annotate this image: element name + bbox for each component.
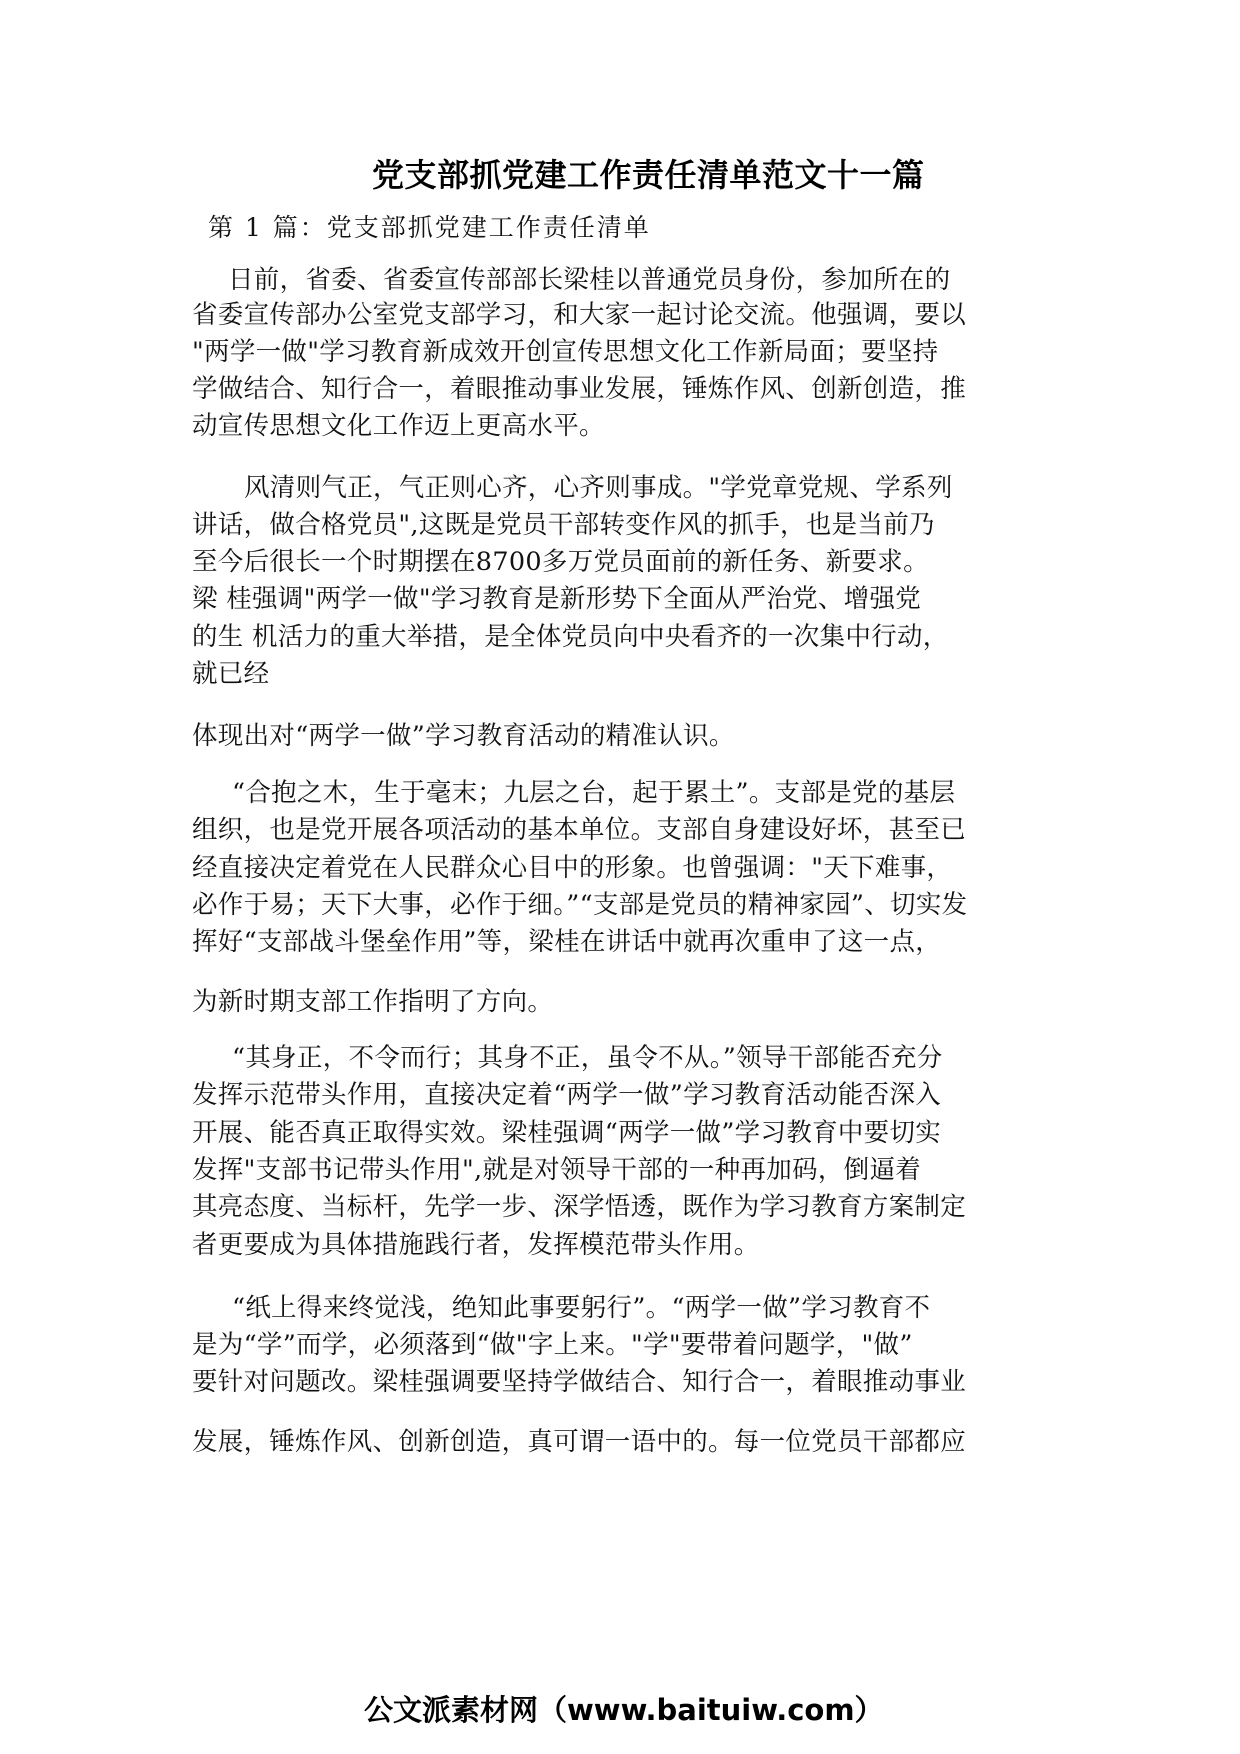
paragraph-line: 日前，省委、省委宣传部部长梁桂以普通党员身份，参加所在的: [228, 265, 951, 295]
paragraph-line: 挥好“支部战斗堡垒作用”等，梁桂在讲话中就再次重申了这一点，: [192, 927, 942, 957]
paragraph-line: 动宣传思想文化工作迈上更高水平。: [192, 411, 605, 441]
paragraph-line: 的生 机活力的重大举措，是全体党员向中央看齐的一次集中行动，: [192, 622, 949, 652]
paragraph-line: “合抱之木，生于毫末；九层之台，起于累土”。支部是党的基层: [232, 778, 956, 808]
paragraph-line: 开展、能否真正取得实效。梁桂强调“两学一做”学习教育中要切实: [192, 1118, 942, 1148]
paragraph-line: “其身正，不令而行；其身不正，虽令不从。”领导干部能否充分: [232, 1043, 943, 1073]
document-title: 党支部抓党建工作责任清单范文十一篇: [372, 156, 925, 194]
paragraph-line: 学做结合、知行合一，着眼推动事业发展，锤炼作风、创新创造，推: [192, 374, 967, 404]
paragraph-line: 组织，也是党开展各项活动的基本单位。支部自身建设好坏，甚至已: [192, 815, 967, 845]
paragraph-line: "两学一做"学习教育新成效开创宣传思想文化工作新局面；要坚持: [192, 337, 939, 367]
paragraph-line: 发挥"支部书记带头作用",就是对领导干部的一种再加码，倒逼着: [192, 1155, 922, 1185]
paragraph-line: 必作于易；天下大事，必作于细。”“支部是党员的精神家园”、切实发: [192, 890, 968, 920]
paragraph-line: 其亮态度、当标杆，先学一步、深学悟透，既作为学习教育方案制定: [192, 1192, 967, 1222]
paragraph-line: 发展，锤炼作风、创新创造，真可谓一语中的。每一位党员干部都应: [192, 1427, 967, 1457]
paragraph-line: 是为“学”而学，必须落到“做"字上来。"学"要带着问题学，"做”: [192, 1330, 913, 1360]
paragraph-line: 省委宣传部办公室党支部学习，和大家一起讨论交流。他强调，要以: [192, 300, 967, 330]
footer-watermark: 公文派素材网（www.baituiw.com）: [364, 1693, 884, 1727]
paragraph-line: “纸上得来终觉浅，绝知此事要躬行”。“两学一做”学习教育不: [232, 1293, 931, 1323]
paragraph-line: 为新时期支部工作指明了方向。: [192, 987, 554, 1017]
paragraph-line: 风清则气正，气正则心齐，心齐则事成。"学党章党规、学系列: [244, 473, 953, 503]
paragraph-line: 讲话，做合格党员",这既是党员干部转变作风的抓手，也是当前乃: [192, 510, 935, 540]
paragraph-line: 者更要成为具体措施践行者，发挥模范带头作用。: [192, 1230, 760, 1260]
section-heading: 第 1 篇：党支部抓党建工作责任清单: [208, 213, 651, 242]
paragraph-line: 发挥示范带头作用，直接决定着“两学一做”学习教育活动能否深入: [192, 1080, 942, 1110]
paragraph-line: 经直接决定着党在人民群众心目中的形象。也曾强调："天下难事，: [192, 853, 953, 883]
paragraph-line: 至今后很长一个时期摆在8700多万党员面前的新任务、新要求。: [192, 547, 929, 577]
paragraph-line: 体现出对“两学一做”学习教育活动的精准认识。: [192, 721, 735, 751]
paragraph-line: 梁 桂强调"两学一做"学习教育是新形势下全面从严治党、增强党: [192, 584, 922, 614]
paragraph-line: 就已经: [192, 659, 270, 689]
paragraph-line: 要针对问题改。梁桂强调要坚持学做结合、知行合一，着眼推动事业: [192, 1367, 967, 1397]
